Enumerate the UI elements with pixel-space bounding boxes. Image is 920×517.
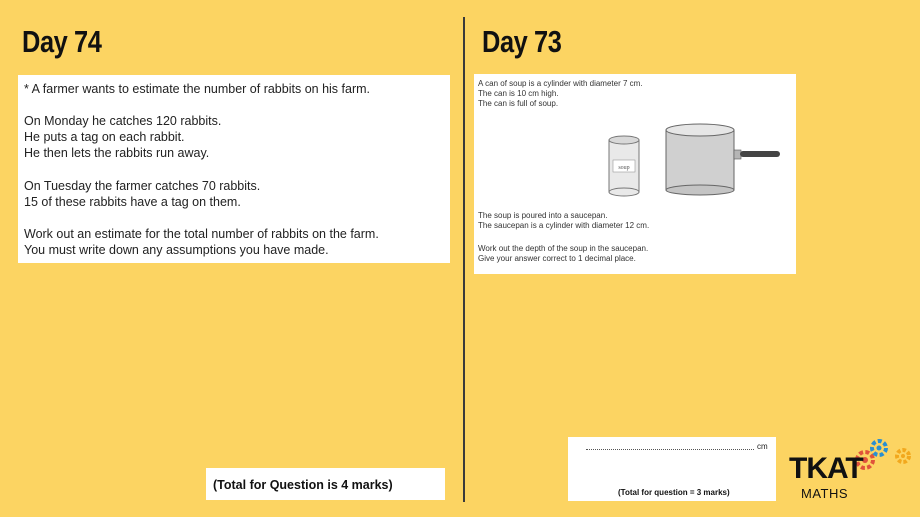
middle-line-1: The soup is poured into a saucepan. xyxy=(478,211,608,220)
day-74-question-card xyxy=(18,75,450,263)
day-74-marks-box xyxy=(206,468,445,500)
day-74-marks: (Total for Question is 4 marks) xyxy=(213,478,393,492)
answer-unit: cm xyxy=(757,442,768,451)
vertical-divider xyxy=(463,17,465,502)
intro-line-2: The can is 10 cm high. xyxy=(478,89,559,98)
soup-can-illustration xyxy=(609,136,639,196)
day-73-answer-box xyxy=(568,437,776,501)
day-73-question-card xyxy=(474,74,796,274)
logo-subtitle: MATHS xyxy=(801,486,849,501)
can-label: soup xyxy=(618,165,630,171)
question-intro: * A farmer wants to estimate the number of rabbits on his farm. xyxy=(24,82,370,96)
intro-line-3: The can is full of soup. xyxy=(478,99,559,108)
task-line-1: Work out the depth of the soup in the saucepan. xyxy=(478,244,649,253)
logo-text: TKAT xyxy=(789,452,863,485)
intro-line-1: A can of soup is a cylinder with diameter 7 cm. xyxy=(478,79,643,88)
middle-line-2: The saucepan is a cylinder with diameter 12 cm. xyxy=(478,221,650,230)
task-line-2: Give your answer correct to 1 decimal place. xyxy=(478,254,636,263)
question-monday: On Monday he catches 120 rabbits. He puts a tag on each rabbit. He then lets the rabbits run away. xyxy=(24,114,222,161)
day-73-marks: (Total for question = 3 marks) xyxy=(618,488,730,497)
answer-line[interactable] xyxy=(586,449,754,450)
soup-can-and-saucepan-figure xyxy=(604,122,784,200)
day-74-title: Day 74 xyxy=(22,24,102,59)
day-73-title: Day 73 xyxy=(482,24,562,59)
question-task: Work out an estimate for the total number of rabbits on the farm. You must write down any assumptions you have made. xyxy=(24,227,379,258)
question-tuesday: On Tuesday the farmer catches 70 rabbits. 15 of these rabbits have a tag on them. xyxy=(24,179,261,210)
saucepan-illustration xyxy=(666,124,780,195)
tkat-maths-logo xyxy=(785,434,915,506)
